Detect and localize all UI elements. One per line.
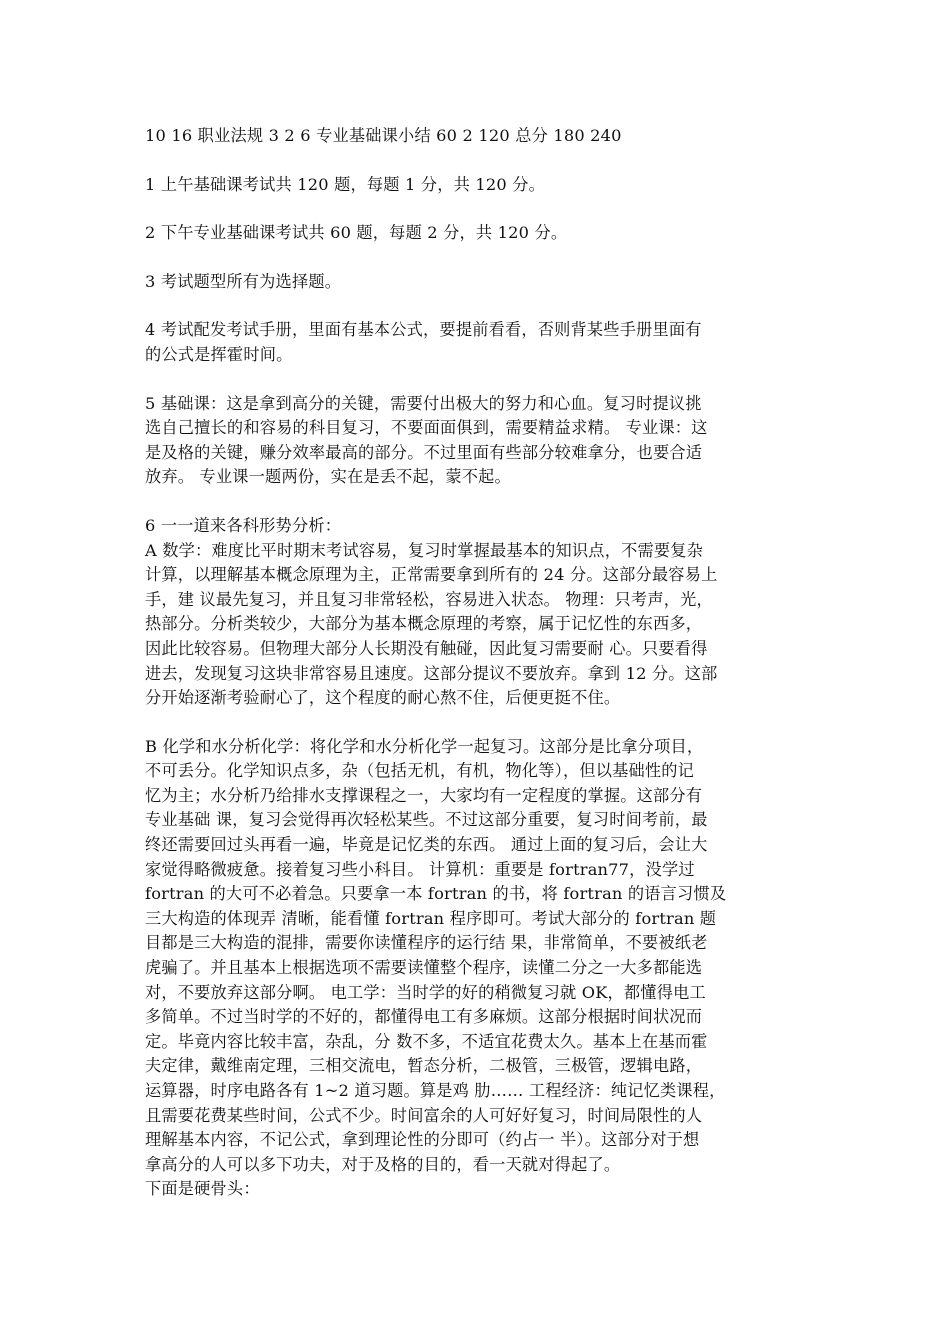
section-b-line: 忆为主；水分析乃给排水支撑课程之一，大家均有一定程度的掌握。这部分有 [145, 785, 703, 805]
paragraph-gap [145, 294, 813, 318]
section-b-line: 夫定律，戴维南定理，三相交流电，暂态分析，二极管，三极管，逻辑电路， [145, 1056, 703, 1076]
paragraph-gap [145, 246, 813, 270]
section-6-heading: 6 一一道来各科形势分析： [145, 515, 342, 535]
section-a-line: 分开始逐渐考验耐心了，这个程度的耐心熬不住，后便更挺不住。 [145, 688, 621, 708]
paragraph-2: 2 下午专业基础课考试共 60 题，每题 2 分，共 120 分。 [145, 223, 568, 243]
section-a-line: 因此比较容易。但物理大部分人长期没有触碰，因此复习需要耐 心。只要看得 [145, 638, 708, 658]
paragraph-4-line: 的公式是挥霍时间。 [145, 344, 293, 364]
section-b-line: 且需要花费某些时间，公式不少。时间富余的人可好好复习，时间局限性的人 [145, 1105, 703, 1125]
section-b-line: 理解基本内容，不记公式，拿到理论性的分即可（约占一 半）。这部分对于想 [145, 1130, 700, 1150]
document-body [145, 124, 813, 1202]
paragraph-3: 3 考试题型所有为选择题。 [145, 271, 342, 291]
paragraph-1: 1 上午基础课考试共 120 题，每题 1 分，共 120 分。 [145, 174, 545, 194]
score-table-row: 10 16 职业法规 3 2 6 专业基础课小结 60 2 120 总分 180 240 [145, 126, 622, 145]
paragraph-4-line: 4 考试配发考试手册，里面有基本公式，要提前看看，否则背某些手册里面有 [145, 320, 702, 340]
section-b-line: 家觉得略微疲惫。接着复习些小科目。 计算机：重要是 fortran77，没学过 [145, 859, 695, 879]
section-b-line: 虎骗了。并且基本上根据选项不需要读懂整个程序，读懂二分之一大多都能选 [145, 958, 703, 978]
section-b-line: 定。毕竟内容比较丰富，杂乱，分 数不多，不适宜花费太久。基本上在基而霍 [145, 1031, 708, 1051]
section-b-line: 下面是硬骨头： [145, 1179, 260, 1199]
paragraph-gap [145, 197, 813, 221]
section-b-line: 对，不要放弃这部分啊。 电工学：当时学的好的稍微复习就 OK，都懂得电工 [145, 982, 706, 1002]
paragraph-gap [145, 368, 813, 392]
section-a-line: 热部分。分析类较少，大部分为基本概念原理的考察，属于记忆性的东西多， [145, 614, 703, 634]
section-b-line: 目都是三大构造的混排，需要你读懂程序的运行结 果，非常简单，不要被纸老 [145, 933, 708, 953]
paragraph-gap [145, 149, 813, 173]
paragraph-5-line: 5 基础课：这是拿到高分的关键，需要付出极大的努力和心血。复习时提议挑 [145, 393, 702, 413]
section-a-line: A 数学：难度比平时期末考试容易，复习时掌握最基本的知识点，不需要复杂 [145, 540, 704, 560]
section-b-line: B 化学和水分析化学：将化学和水分析化学一起复习。这部分是比拿分项目， [145, 736, 704, 756]
section-b-line: 运算器，时序电路各有 1~2 道习题。算是鸡 肋…… 工程经济：纯记忆类课程， [145, 1081, 726, 1100]
section-b-line: 不可丢分。化学知识点多，杂（包括无机，有机，物化等），但以基础性的记 [145, 761, 695, 781]
section-b-line: 专业基础 课，复习会觉得再次轻松某些。不过这部分重要，复习时间考前，最 [145, 810, 708, 830]
paragraph-gap [145, 490, 813, 514]
paragraph-gap [145, 711, 813, 735]
section-b-line: 三大构造的体现弄 清晰，能看懂 fortran 程序即可。考试大部分的 fortran 题 [145, 908, 717, 928]
section-b-line: fortran 的大可不必着急。只要拿一本 fortran 的书，将 fortran 的语言习惯及 [145, 884, 727, 904]
section-b-line: 多简单。不过当时学的不好的，都懂得电工有多麻烦。这部分根据时间状况而 [145, 1007, 703, 1027]
section-a-line: 进去，发现复习这块非常容易且速度。这部分提议不要放弃。拿到 12 分。这部 [145, 663, 718, 683]
section-a-line: 计算，以理解基本概念原理为主，正常需要拿到所有的 24 分。这部分最容易上 [145, 565, 718, 585]
paragraph-5-line: 是及格的关键，赚分效率最高的部分。不过里面有些部分较难拿分，也要合适 [145, 442, 703, 462]
section-b-line: 终还需要回过头再看一遍，毕竟是记忆类的东西。 通过上面的复习后，会让大 [145, 835, 708, 855]
paragraph-5-line: 选自己擅长的和容易的科目复习，不要面面俱到，需要精益求精。 专业课：这 [145, 418, 708, 438]
section-b-line: 拿高分的人可以多下功夫，对于及格的目的，看一天就对得起了。 [145, 1154, 621, 1174]
section-a-line: 手，建 议最先复习，并且复习非常轻松，容易进入状态。 物理：只考声，光， [145, 589, 713, 609]
paragraph-5-line: 放弃。 专业课一题两份，实在是丢不起，蒙不起。 [145, 467, 511, 487]
